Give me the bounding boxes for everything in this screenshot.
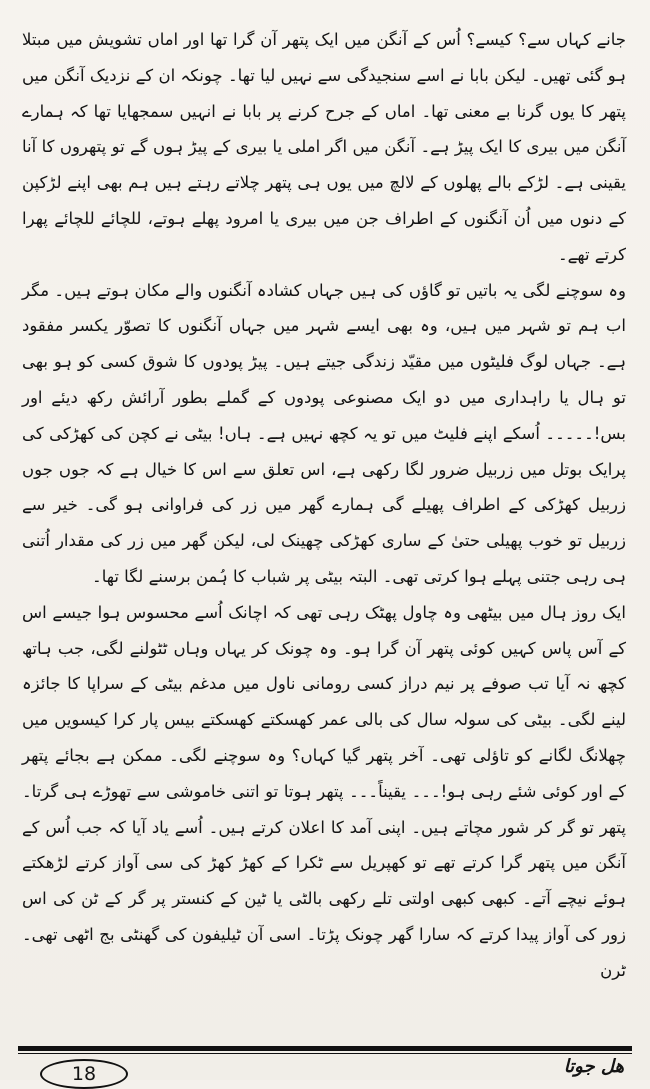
paragraph-2: وہ سوچنے لگی یہ باتیں تو گاؤں کی ہیں جہاں کشادہ آنگنوں والے مکان ہوتے ہیں۔ مگر اب ہم تو شہر میں ہیں، وہ بھی ایسے شہر میں جہاں آنگنوں کا تصوّر یکسر مفقود ہے۔ جہاں لوگ فلیٹوں میں مقیّد زندگی جیتے ہیں۔ پیڑ پودوں کا شوق کسی کو ہو بھی تو ہال یا راہداری میں دو ایک مصنوعی پودوں کے گملے بطور آرائش رکھ دیئے اور بس!۔۔۔۔۔ اُسکے اپنے فلیٹ میں تو یہ کچھ نہیں ہے۔ ہاں! بیٹی نے کچن کی کھڑکی کی پرایک بوتل میں زربیل ضرور لگا رکھی ہے، اس تعلق سے اس کا خیال ہے کہ جوں جوں زربیل کھڑکی کے اطراف پھیلے گی ہمارے گھر میں زر کی فراوانی ہو گی۔ خیر سے زربیل تو خوب پھیلی حتیٰ کے ساری کھڑکی چھینک لی، لیکن گھر میں زر کی مقدار اُتنی ہی رہی جتنی پہلے ہوا کرتی تھی۔ البتہ بیٹی پر شباب کا ہُمن برسنے لگا تھا۔ bbox=[22, 280, 626, 586]
footer-rule-thick bbox=[18, 1046, 632, 1051]
paragraph-1: جانے کہاں سے؟ کیسے؟ اُس کے آنگن میں ایک پتھر آن گرا تھا اور اماں تشویش میں مبتلا ہو گئی تھیں۔ لیکن بابا نے اسے سنجیدگی سے نہیں لیا تھا۔ چونکہ ان کے نزدیک آنگن میں پتھر کا یوں گرنا بے معنی تھا۔ اماں کے جرح کرنے پر بابا نے انہیں سمجھایا تھا کہ ہمارے آنگن میں بیری کا ایک پیڑ ہے۔ آنگن میں اگر املی یا بیری کے پیڑ ہوں گے تو پتھروں کا آنا یقینی ہے۔ لڑکے بالے پھلوں کے لالچ میں یوں ہی پتھر چلاتے رہتے ہیں ہم بھی اپنے لڑکپن کے دنوں میں اُن آنگنوں کے اطراف جن میں بیری یا امرود پھلے ہوتے، للچائے للچائے پھرا کرتے تھے۔ bbox=[22, 30, 626, 264]
footer-rule-thin bbox=[18, 1053, 632, 1054]
running-title: هل جوتا bbox=[563, 1056, 624, 1077]
page-number: 18 bbox=[40, 1059, 128, 1089]
paragraph-3: ایک روز ہال میں بیٹھی وہ چاول پھٹک رہی تھی کہ اچانک اُسے محسوس ہوا جیسے اس کے آس پاس کہیں کوئی پتھر آن گرا ہو۔ وہ چونک کر یہاں وہاں ٹٹولنے لگی، جب ہاتھ کچھ نہ آیا تب صوفے پر نیم دراز کسی رومانی ناول میں مدغم بیٹی کے سراپا کا جائزہ لینے لگی۔ بیٹی کی سولہ سال کی بالی عمر کھسکتے کھسکتے بیس پار کرا کیسویں میں چھلانگ لگانے کو تاؤلی تھی۔ آخر پتھر گیا کہاں؟ وہ سوچنے لگی۔ ممکن ہے بجائے پتھر کے اور کوئی شئے رہی ہو!۔۔۔ یقیناً۔۔۔ پتھر ہوتا تو اتنی خاموشی سے تھوڑے ہی گرتا۔ پتھر تو گر کر شور مچاتے ہیں۔ اپنی آمد کا اعلان کرتے ہیں۔ اُسے یاد آیا کہ جب اُس کے آنگن میں پتھر گرا کرتے تھے تو کھپریل سے ٹکرا کے کھڑ کھڑ کی سی آواز کرتے لڑھکتے ہوئے نیچے آتے۔ کبھی کبھی اولتی تلے رکھی بالٹی یا ٹین کے کنستر پر گر کے ٹن کی اس زور کی آواز پیدا کرتے کہ سارا گھر چونک پڑتا۔ اسی آن ٹیلیفون کی گھنٹی بج اٹھی تھی۔ ٹرن bbox=[22, 602, 626, 980]
story-text bbox=[22, 22, 626, 989]
